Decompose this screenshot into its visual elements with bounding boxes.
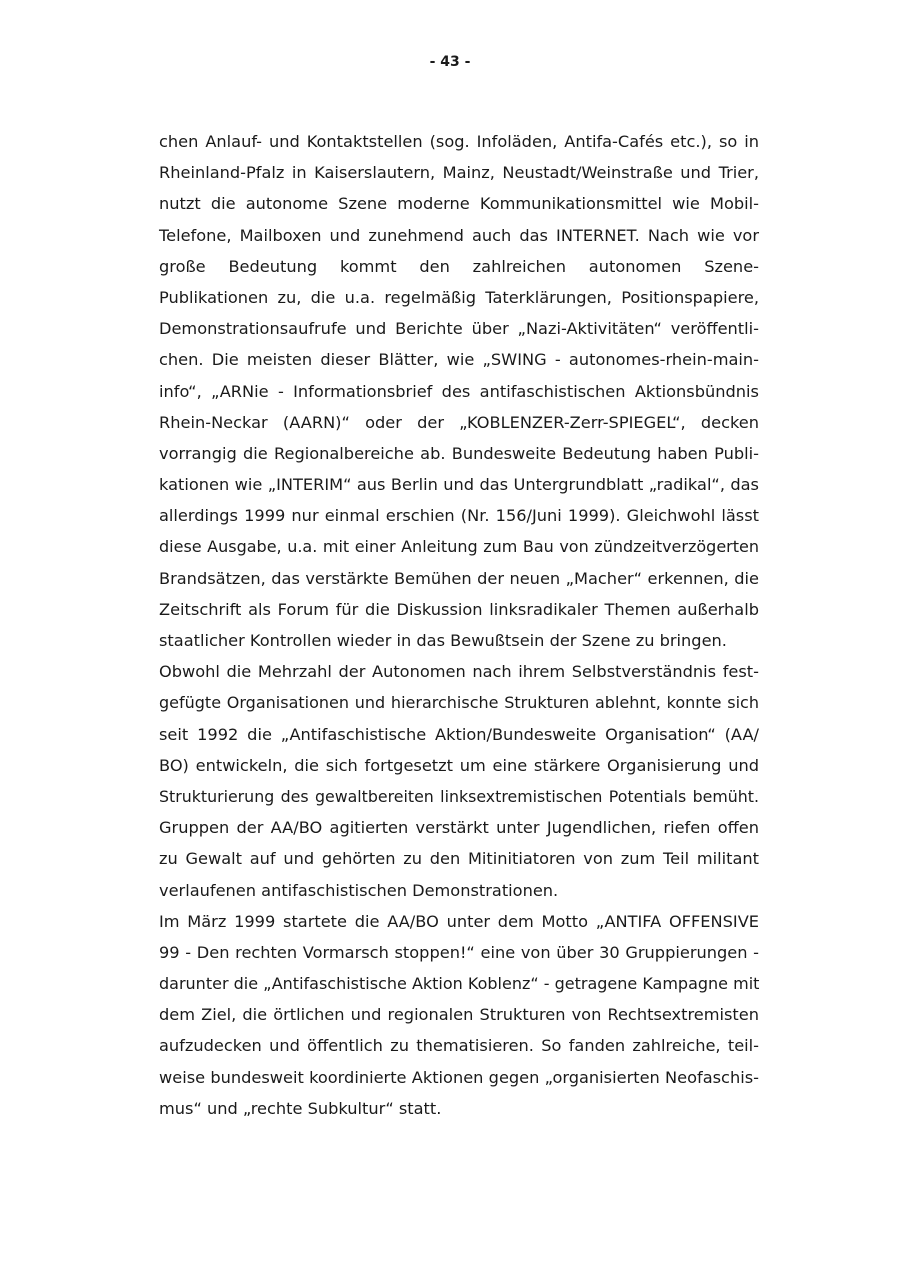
text-line: Publikationen zu, die u.a. regelmäßig Taterklärungen, Positionspapiere, <box>159 287 759 307</box>
text-line: dem Ziel, die örtlichen und regionalen Strukturen von Rechtsextremisten <box>159 1005 759 1025</box>
text-line: weise bundesweit koordinierte Aktionen gegen „organisierten Neofaschis- <box>159 1067 759 1087</box>
text-line: verlaufenen antifaschistischen Demonstrationen. <box>159 880 559 900</box>
text-line: nutzt die autonome Szene moderne Kommunikationsmittel wie Mobil- <box>159 194 759 214</box>
text-line: große Bedeutung kommt den zahlreichen autonomen Szene- <box>159 256 759 276</box>
text-line: diese Ausgabe, u.a. mit einer Anleitung zum Bau von zündzeitverzögerten <box>159 537 759 557</box>
text-line: kationen wie „INTERIM“ aus Berlin und das Untergrundblatt „radikal“, das <box>159 475 759 495</box>
text-line: Zeitschrift als Forum für die Diskussion linksradikaler Themen außerhalb <box>159 599 759 619</box>
text-line: darunter die „Antifaschistische Aktion Koblenz“ - getragene Kampagne mit <box>159 974 760 994</box>
body-text <box>159 126 759 1124</box>
text-line: Demonstrationsaufrufe und Berichte über „Nazi-Aktivitäten“ veröffentli- <box>159 319 759 339</box>
text-line: Brandsätzen, das verstärkte Bemühen der neuen „Macher“ erkennen, die <box>159 568 759 588</box>
text-line: info“, „ARNie - Informationsbrief des antifaschistischen Aktionsbündnis <box>159 381 759 401</box>
text-line: Telefone, Mailboxen und zunehmend auch das INTERNET. Nach wie vor <box>159 225 759 245</box>
text-line: BO) entwickeln, die sich fortgesetzt um eine stärkere Organisierung und <box>159 755 759 775</box>
text-line: chen. Die meisten dieser Blätter, wie „SWING - autonomes-rhein-main- <box>159 350 759 370</box>
text-line: gefügte Organisationen und hierarchische Strukturen ablehnt, konnte sich <box>159 693 759 713</box>
text-line: 99 - Den rechten Vormarsch stoppen!“ eine von über 30 Gruppierungen - <box>159 942 759 962</box>
text-line: seit 1992 die „Antifaschistische Aktion/Bundesweite Organisation“ (AA/ <box>159 724 759 744</box>
page-number: - 43 - <box>429 54 471 70</box>
text-line: Obwohl die Mehrzahl der Autonomen nach ihrem Selbstverständnis fest- <box>159 662 759 682</box>
text-line: staatlicher Kontrollen wieder in das Bewußtsein der Szene zu bringen. <box>159 631 727 650</box>
text-line: vorrangig die Regionalbereiche ab. Bundesweite Bedeutung haben Publi- <box>159 443 759 463</box>
text-line: aufzudecken und öffentlich zu thematisieren. So fanden zahlreiche, teil- <box>159 1036 759 1056</box>
text-line: Strukturierung des gewaltbereiten linksextremistischen Potentials bemüht. <box>159 786 759 806</box>
text-line: Gruppen der AA/BO agitierten verstärkt unter Jugendlichen, riefen offen <box>159 818 759 838</box>
text-line: Im März 1999 startete die AA/BO unter dem Motto „ANTIFA OFFENSIVE <box>159 911 759 931</box>
text-line: allerdings 1999 nur einmal erschien (Nr. 156/Juni 1999). Gleichwohl lässt <box>159 506 759 526</box>
text-line: chen Anlauf- und Kontaktstellen (sog. Infoläden, Antifa-Cafés etc.), so in <box>159 132 759 151</box>
text-line: zu Gewalt auf und gehörten zu den Mitinitiatoren von zum Teil militant <box>159 849 759 869</box>
text-line: mus“ und „rechte Subkultur“ statt. <box>159 1098 442 1118</box>
text-line: Rheinland-Pfalz in Kaiserslautern, Mainz, Neustadt/Weinstraße und Trier, <box>159 163 759 183</box>
text-line: Rhein-Neckar (AARN)“ oder der „KOBLENZER-Zerr-SPIEGEL“, decken <box>159 412 759 432</box>
